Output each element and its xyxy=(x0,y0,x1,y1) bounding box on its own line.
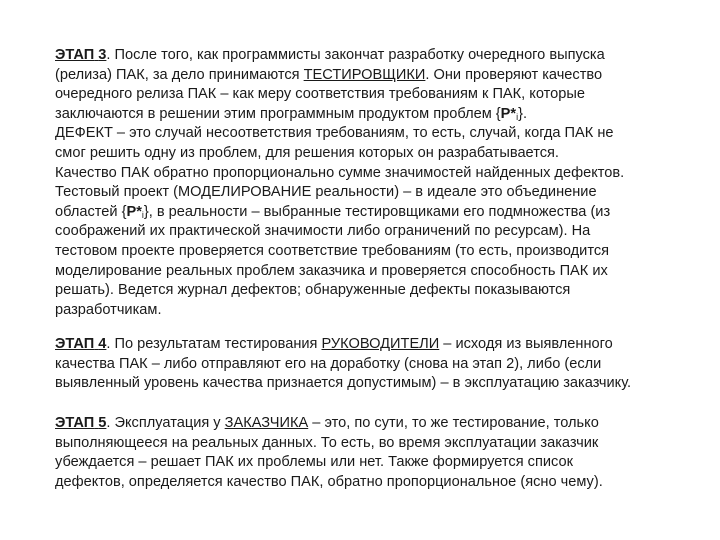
stage-5-line-4: дефектов, определяется качество ПАК, обратно пропорциональное (ясно чему). xyxy=(55,473,603,490)
stage-3-heading-number: 3 xyxy=(98,47,107,63)
stage-5-line-2: выполняющееся на реальных данных. То есть, во время эксплуатации заказчик xyxy=(55,434,599,451)
role-testers: ТЕСТИРОВЩИКИ xyxy=(303,66,426,83)
stage-4-heading xyxy=(55,336,106,352)
stage-5-heading xyxy=(55,415,106,431)
stage-3-line-7: Качество ПАК обратно пропорционально сумме значимостей найденных дефектов. xyxy=(55,164,625,181)
stage-5-line-3: убеждается – решает ПАК их проблемы или нет. Также формируется список xyxy=(55,454,573,471)
stage-3-line-9: областей $\{P*_i\}$, в реальности – выбранные тестировщиками его подмножества (из xyxy=(55,203,611,220)
problem-subscript: i xyxy=(516,111,519,122)
problem-subscript-2: i xyxy=(141,209,144,220)
stage-5-paragraph xyxy=(55,414,707,492)
stage-3-line-2: (релиза) ПАК, за дело принимаются ТЕСТИРОВЩИКИ. Они проверяют качество xyxy=(55,66,603,83)
problem-symbol-2: P* xyxy=(126,203,142,220)
stage-3-line-5: ДЕФЕКТ – это случай несоответствия требованиям, то есть, случай, когда ПАК не xyxy=(55,125,614,142)
stage-4-paragraph xyxy=(55,335,707,394)
role-customer: ЗАКАЗЧИКА xyxy=(224,415,309,431)
stage-3-paragraph xyxy=(55,46,707,320)
stage-3-line-1: ЭТАП 3. После того, как программисты закончат разработку очередного выпуска xyxy=(55,47,605,63)
stage-3-line-12: моделирование реальных проблем заказчика и проверяется способность ПАК их xyxy=(55,262,608,279)
stage-5-heading-word: ЭТАП xyxy=(55,415,95,431)
stage-3-line-13: решать). Ведется журнал дефектов; обнаруженные дефекты показываются xyxy=(55,282,571,299)
stage-4-line-3: выявленный уровень качества признается допустимым) – в эксплуатацию заказчику. xyxy=(55,375,632,392)
stage-4-heading-word: ЭТАП xyxy=(55,336,95,352)
stage-3-line-14: разработчикам. xyxy=(55,301,162,318)
stage-3-heading xyxy=(55,47,106,63)
stage-3-heading-word: ЭТАП xyxy=(55,47,95,63)
stage-4-heading-number: 4 xyxy=(98,336,107,352)
stage-3-line-8: Тестовый проект (МОДЕЛИРОВАНИЕ реальности) – в идеале это объединение xyxy=(55,184,597,201)
stage-4-line-2: качества ПАК – либо отправляют его на доработку (снова на этап 2), либо (если xyxy=(55,355,602,372)
stage-3-line-10: соображений их практической значимости либо ограничений по ресурсам). На xyxy=(55,223,591,240)
stage-4-line-1: ЭТАП 4. По результатам тестирования РУКОВОДИТЕЛИ – исходя из выявленного xyxy=(55,336,613,352)
stage-3-line-6: смог решить одну из проблем, для решения которых он разрабатывается. xyxy=(55,144,559,161)
stage-5-line-1: ЭТАП 5. Эксплуатация у ЗАКАЗЧИКА – это, по сути, то же тестирование, только xyxy=(55,415,599,431)
stage-3-line-11: тестовом проекте проверяется соответствие требованиям (то есть, производится xyxy=(55,242,610,259)
problem-symbol: P* xyxy=(500,105,517,122)
stage-5-heading-number: 5 xyxy=(98,415,107,431)
role-managers: РУКОВОДИТЕЛИ xyxy=(321,336,440,352)
stage-3-line-4: заключаются в решении этим программным продуктом проблем $\{P*_i\}$. xyxy=(55,105,528,122)
stage-3-line-3: очередного релиза ПАК – как меру соответствия требованиям к ПАК, которые xyxy=(55,86,585,103)
